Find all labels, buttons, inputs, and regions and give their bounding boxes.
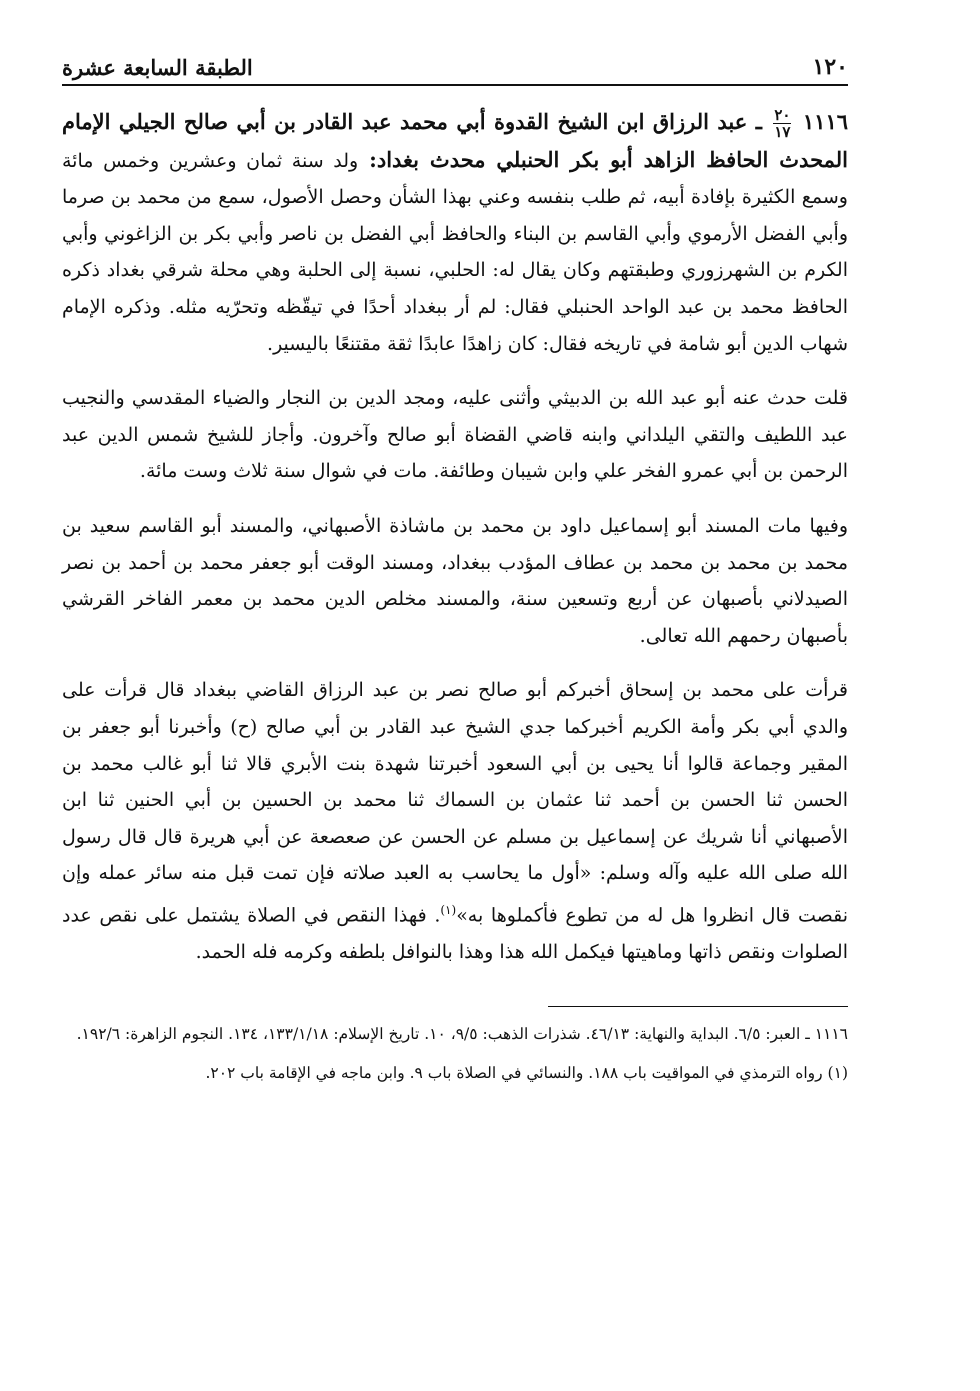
hadith-commentary: . فهذا النقص في الصلاة يشتمل على نقص عدد الصلوات ونقص ذاتها وماهيتها فيكمل الله هذا وهذا بالنوافل بلطفه وكرمه فله الحمد. — [62, 904, 848, 963]
fraction-bottom: ١٧ — [774, 123, 791, 141]
entry-body: ولد سنة ثمان وعشرين وخمس مائة وسمع الكثيرة بإفادة أبيه، ثم طلب بنفسه وعني بهذا الشأن وحصل الأصول، سمع من محمد بن صرما وأبي الفضل الأرموي وأبي القاسم بن البناء والحافظ أبي الفضل بن ناصر وأبي بكر بن الزاغوني وأبي الكرم بن الشهرزوري وطبقتهم وكان يقال له: الحلبي، نسبة إلى الحلبة وهي محلة شرقي بغداد ذكره الحافظ محمد بن عبد الواحد الحنبلي فقال: لم أر ببغداد أحدًا في تيقّظه وتحرّيه مثله. وذكره الإمام شهاب الدين أبو شامة في تاريخه فقال: كان زاهدًا عابدًا ثقة مقتنعًا باليسير. — [62, 149, 848, 355]
hadith-quote: «أول ما يحاسب به العبد صلاته فإن تمت قبل منه سائر عمله وإن نقصت قال انظروا هل له من تطوع فأكملوها به» — [62, 862, 848, 927]
hadith-paragraph — [62, 672, 848, 970]
hadith-chain: قرأت على محمد بن إسحاق أخبركم أبو صالح نصر بن عبد الرزاق القاضي ببغداد قال قرأت على والدي أبي بكر وأمة الكريم أخبركما جدي الشيخ عبد القادر بن أبي صالح (ح) وأخبرنا أبو جعفر بن المقير وجماعة قالوا أنا يحيى بن أبي السعود أخبرتنا شهدة بنت الأبري قالا ثنا أبو غالب محمد بن الحسن ثنا الحسن بن أحمد ثنا عثمان بن السماك ثنا محمد بن الحسين بن أبي الحنين ثنا ابن الأصبهاني أنا شريك عن إسماعيل بن مسلم عن الحسن عن صعصعة عن أبي هريرة قال قال رسول الله صلى الله عليه وآله وسلم: — [62, 679, 848, 885]
paragraph: قلت حدث عنه أبو عبد الله بن الدبيثي وأثنى عليه، ومجد الدين بن النجار والضياء المقدسي والنجيب عبد اللطيف والتقي اليلداني وابنه قاضي القضاة أبو صالح وآخرون. وأجاز للشيخ شمس الدين عبد الرحمن بن أبي عمرو الفخر علي وابن شيبان وطائفة. مات في شوال سنة ثلاث وست مائة. — [62, 387, 848, 483]
biography-entry — [62, 104, 848, 362]
footnote-reference[interactable]: (١) — [440, 902, 457, 917]
book-page — [62, 40, 848, 1360]
hadith-text — [62, 672, 848, 970]
entry-reference-fraction — [773, 107, 791, 140]
entry-heading: ـ عبد الرزاق ابن الشيخ القدوة أبي محمد عبد القادر بن أبي صالح الجيلي الإمام المحدث الحافظ الزاهد أبو بكر الحنبلي محدث بغداد: — [62, 109, 848, 172]
entry-number: ١١١٦ — [802, 109, 849, 134]
paragraph-block-2 — [62, 508, 848, 654]
footnote-1: (١) رواه الترمذي في المواقيت باب ١٨٨. والنسائي في الصلاة باب ٩. وابن ماجه في الإقامة باب ٢٠٢. — [205, 1064, 848, 1083]
fraction-top: ٢٠ — [774, 106, 791, 124]
page-number: ١٢٠ — [812, 54, 848, 80]
running-title: الطبقة السابعة عشرة — [62, 55, 253, 80]
footnote-entry-sources: ١١١٦ ـ العبر: ٦/٥. البداية والنهاية: ٤٦/١٣. شذرات الذهب: ٩/٥، ١٠. تاريخ الإسلام: ١٣٣/١/١٨، ١٣٤. النجوم الزاهرة: ١٩٢/٦. — [76, 1025, 848, 1044]
paragraph: وفيها مات المسند أبو إسماعيل داود بن محمد بن ماشاذة الأصبهاني، والمسند أبو القاسم سعيد بن محمد بن محمد بن محمد بن عطاف المؤدب ببغداد، ومسند الوقت أبو جعفر محمد بن أحمد بن نصر الصيدلاني بأصبهان عن أربع وتسعين سنة، والمسند مخلص الدين محمد بن معمر الفاخر القرشي بأصبهان رحمهم الله تعالى. — [62, 514, 848, 647]
footnote-divider — [548, 1006, 848, 1007]
footnotes — [62, 1021, 848, 1087]
page-header — [62, 40, 848, 86]
paragraph-block-1 — [62, 380, 848, 490]
